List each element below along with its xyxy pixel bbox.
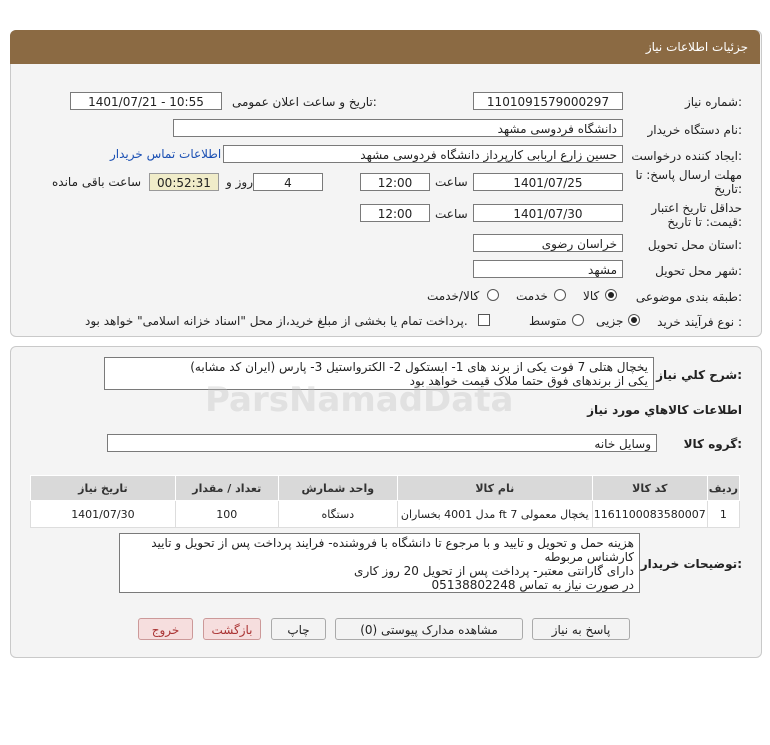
need-number-label: شماره نیاز: [684,95,742,109]
reply-time-field: 12:00 [360,173,430,191]
cell-code: 1161100083580007 [592,501,707,528]
goods-group-label: گروه کالا: [683,437,742,451]
city-label: شهر محل تحویل: [655,264,742,278]
summary-label: شرح کلي نياز: [656,368,742,382]
print-button[interactable]: چاپ [271,618,326,640]
city-field: مشهد [473,260,623,278]
reply-deadline-label: مهلت ارسال پاسخ: تا [635,168,742,182]
category-radio-service[interactable] [554,289,566,301]
payment-note: پرداخت تمام یا بخشی از مبلغ خرید،از محل "اسناد خزانه اسلامی" خواهد بود. [85,314,468,328]
validity-label: حداقل تاریخ اعتبار [651,201,742,215]
announce-label: تاریخ و ساعت اعلان عمومی: [232,95,377,109]
category-radio-both[interactable] [487,289,499,301]
cell-row-no: 1 [707,501,739,528]
process-option-medium: متوسط [529,314,567,328]
attachments-button[interactable]: مشاهده مدارک پیوستی (0) [335,618,523,640]
province-field: خراسان رضوی [473,234,623,252]
province-label: استان محل تحویل: [647,238,742,252]
category-option-both: کالا/خدمت [427,289,480,303]
col-header-row-no: ردیف [707,476,739,501]
cell-unit: دستگاه [278,501,397,528]
process-radio-medium[interactable] [572,314,584,326]
announce-field: 1401/07/21 - 10:55 [70,92,222,110]
cell-date: 1401/07/30 [31,501,176,528]
summary-line: یخچال هتلی 7 فوت یکی از برند های 1- ایستکول 2- الکترواستیل 3- پارس (ایران کد مشابه) [190,360,648,374]
validity-time-field: 12:00 [360,204,430,222]
validity-date-field: 1401/07/30 [473,204,623,222]
buyer-org-field: دانشگاه فردوسی مشهد [173,119,623,137]
days-label: روز و [226,175,253,189]
goods-table [30,475,740,528]
buyer-notes-box [119,533,640,593]
category-option-goods: کالا [583,289,600,303]
category-radio-goods[interactable] [605,289,617,301]
summary-box [104,357,654,390]
notes-line: در صورت نیاز به تماس 05138802248 [431,578,634,592]
col-header-date: تاریخ نیاز [31,476,176,501]
reply-time-label: ساعت [435,175,468,189]
notes-line: کارشناس مربوطه [544,550,634,564]
treasury-payment-checkbox[interactable] [478,314,490,326]
summary-line: یکی از برندهای فوق حتما ملاک قیمت خواهد بود [409,374,648,388]
remaining-time-field: 00:52:31 [149,173,219,191]
page-title: جزئیات اطلاعات نیاز [645,40,748,54]
table-row [31,501,740,528]
contact-info-link[interactable]: اطلاعات تماس خریدار [110,147,222,161]
creator-field: حسین زارع اربابی کارپرداز دانشگاه فردوسی مشهد [223,145,623,163]
validity-time-label: ساعت [435,207,468,221]
need-number-field: 1101091579000297 [473,92,623,110]
back-button[interactable]: بازگشت [203,618,261,640]
reply-date-field: 1401/07/25 [473,173,623,191]
process-radio-minor[interactable] [628,314,640,326]
col-header-qty: تعداد / مقدار [175,476,278,501]
process-label: نوع فرآیند خرید : [657,315,742,329]
col-header-code: کد کالا [592,476,707,501]
exit-button[interactable]: خروج [138,618,193,640]
reply-deadline-label-2: تاریخ: [714,182,742,196]
buyer-org-label: نام دستگاه خریدار: [647,123,742,137]
goods-group-field: وسایل خانه [107,434,657,452]
col-header-unit: واحد شمارش [278,476,397,501]
cell-qty: 100 [175,501,278,528]
notes-line: دارای گارانتی معتبر- پرداخت پس از تحویل 20 روز کاری [354,564,634,578]
header-bar [10,30,760,64]
validity-label-2: قیمت: تا تاریخ: [667,215,742,229]
reply-button[interactable]: پاسخ به نیاز [532,618,630,640]
notes-line: هزینه حمل و تحویل و تایید و با مرجوع تا دانشگاه با فروشنده- فرایند پرداخت پس از تحویل و تایید [151,536,634,550]
col-header-name: نام کالا [397,476,592,501]
cell-name: یخچال معمولی 7 ft مدل 4001 بخساران [397,501,592,528]
goods-section-title: اطلاعات کالاهاي مورد نياز [587,403,742,417]
creator-label: ایجاد کننده درخواست: [631,149,742,163]
table-header-row [31,476,740,501]
buyer-notes-label: توضیحات خریدار: [640,557,742,571]
remaining-label: ساعت باقی مانده [52,175,142,189]
days-field: 4 [253,173,323,191]
watermark-logo: ParsNamadData [205,380,514,420]
process-option-minor: جزیی [596,314,624,328]
category-option-service: خدمت [516,289,548,303]
category-label: طبقه بندی موضوعی: [635,290,742,304]
